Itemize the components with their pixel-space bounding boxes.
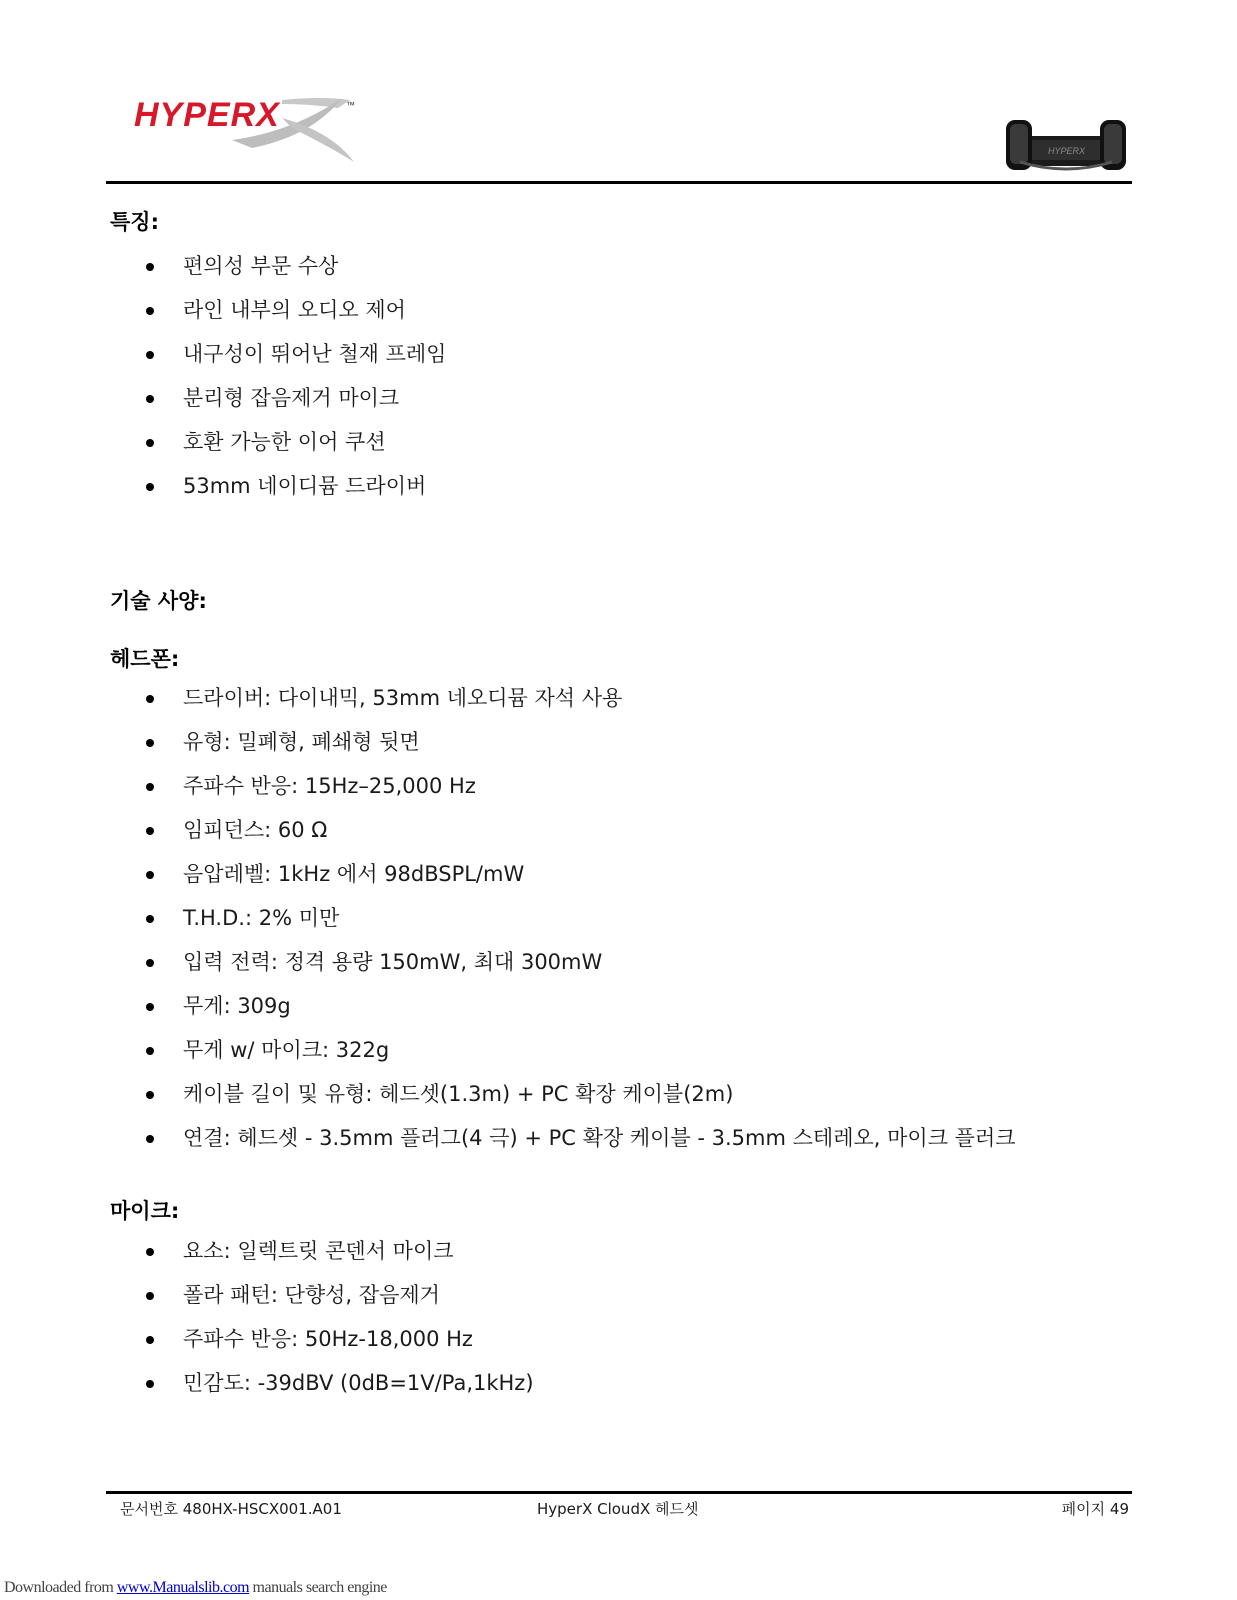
list-item: 폴라 패턴: 단향성, 잡음제거 bbox=[0, 1273, 534, 1317]
headphones-spec-list bbox=[0, 676, 1016, 1160]
list-item: 유형: 밀폐형, 폐쇄형 뒷면 bbox=[0, 720, 1016, 764]
headset-image bbox=[1000, 112, 1132, 180]
footer-rule bbox=[106, 1491, 1132, 1494]
list-item: 케이블 길이 및 유형: 헤드셋(1.3m) + PC 확장 케이블(2m) bbox=[0, 1072, 1016, 1116]
list-item: 53mm 네이디뮴 드라이버 bbox=[0, 464, 446, 508]
header-rule bbox=[106, 181, 1132, 184]
list-item: 무게 w/ 마이크: 322g bbox=[0, 1028, 1016, 1072]
features-heading: 특징: bbox=[110, 210, 159, 234]
features-list bbox=[0, 244, 446, 508]
list-item: 임피던스: 60 Ω bbox=[0, 808, 1016, 852]
microphone-spec-list bbox=[0, 1229, 534, 1405]
footer-doc-number: 문서번호 480HX-HSCX001.A01 bbox=[120, 1500, 342, 1518]
hyperx-logo bbox=[132, 92, 362, 168]
list-item: 분리형 잡음제거 마이크 bbox=[0, 376, 446, 420]
watermark-prefix: Downloaded from bbox=[4, 1579, 117, 1596]
list-item: 주파수 반응: 50Hz-18,000 Hz bbox=[0, 1317, 534, 1361]
footer-page-number: 페이지 49 bbox=[1061, 1500, 1129, 1518]
list-item: 드라이버: 다이내믹, 53mm 네오디뮴 자석 사용 bbox=[0, 676, 1016, 720]
logo-wordmark: HYPERX bbox=[134, 96, 280, 134]
manualslib-link[interactable]: www.Manualslib.com bbox=[116, 1579, 250, 1596]
list-item: 입력 전력: 정격 용량 150mW, 최대 300mW bbox=[0, 940, 1016, 984]
list-item: 라인 내부의 오디오 제어 bbox=[0, 288, 446, 332]
list-item: 주파수 반응: 15Hz–25,000 Hz bbox=[0, 764, 1016, 808]
list-item: 내구성이 뛰어난 철재 프레임 bbox=[0, 332, 446, 376]
download-watermark bbox=[4, 1579, 387, 1597]
list-item: 편의성 부문 수상 bbox=[0, 244, 446, 288]
list-item: 민감도: -39dBV (0dB=1V/Pa,1kHz) bbox=[0, 1361, 534, 1405]
list-item: T.H.D.: 2% 미만 bbox=[0, 896, 1016, 940]
list-item: 연결: 헤드셋 - 3.5mm 플러그(4 극) + PC 확장 케이블 - 3.5mm 스테레오, 마이크 플러크 bbox=[0, 1116, 1016, 1160]
specs-heading: 기술 사양: bbox=[110, 589, 207, 613]
list-item: 무게: 309g bbox=[0, 984, 1016, 1028]
watermark-suffix: manuals search engine bbox=[249, 1579, 387, 1596]
list-item: 호환 가능한 이어 쿠션 bbox=[0, 420, 446, 464]
trademark-symbol: ™ bbox=[346, 100, 355, 110]
microphone-heading: 마이크: bbox=[110, 1199, 180, 1223]
list-item: 요소: 일렉트릿 콘덴서 마이크 bbox=[0, 1229, 534, 1273]
headset-logo: HYPERX bbox=[1048, 146, 1086, 156]
list-item: 음압레벨: 1kHz 에서 98dBSPL/mW bbox=[0, 852, 1016, 896]
footer-product-name: HyperX CloudX 헤드셋 bbox=[537, 1500, 699, 1518]
headphones-heading: 헤드폰: bbox=[110, 647, 180, 671]
